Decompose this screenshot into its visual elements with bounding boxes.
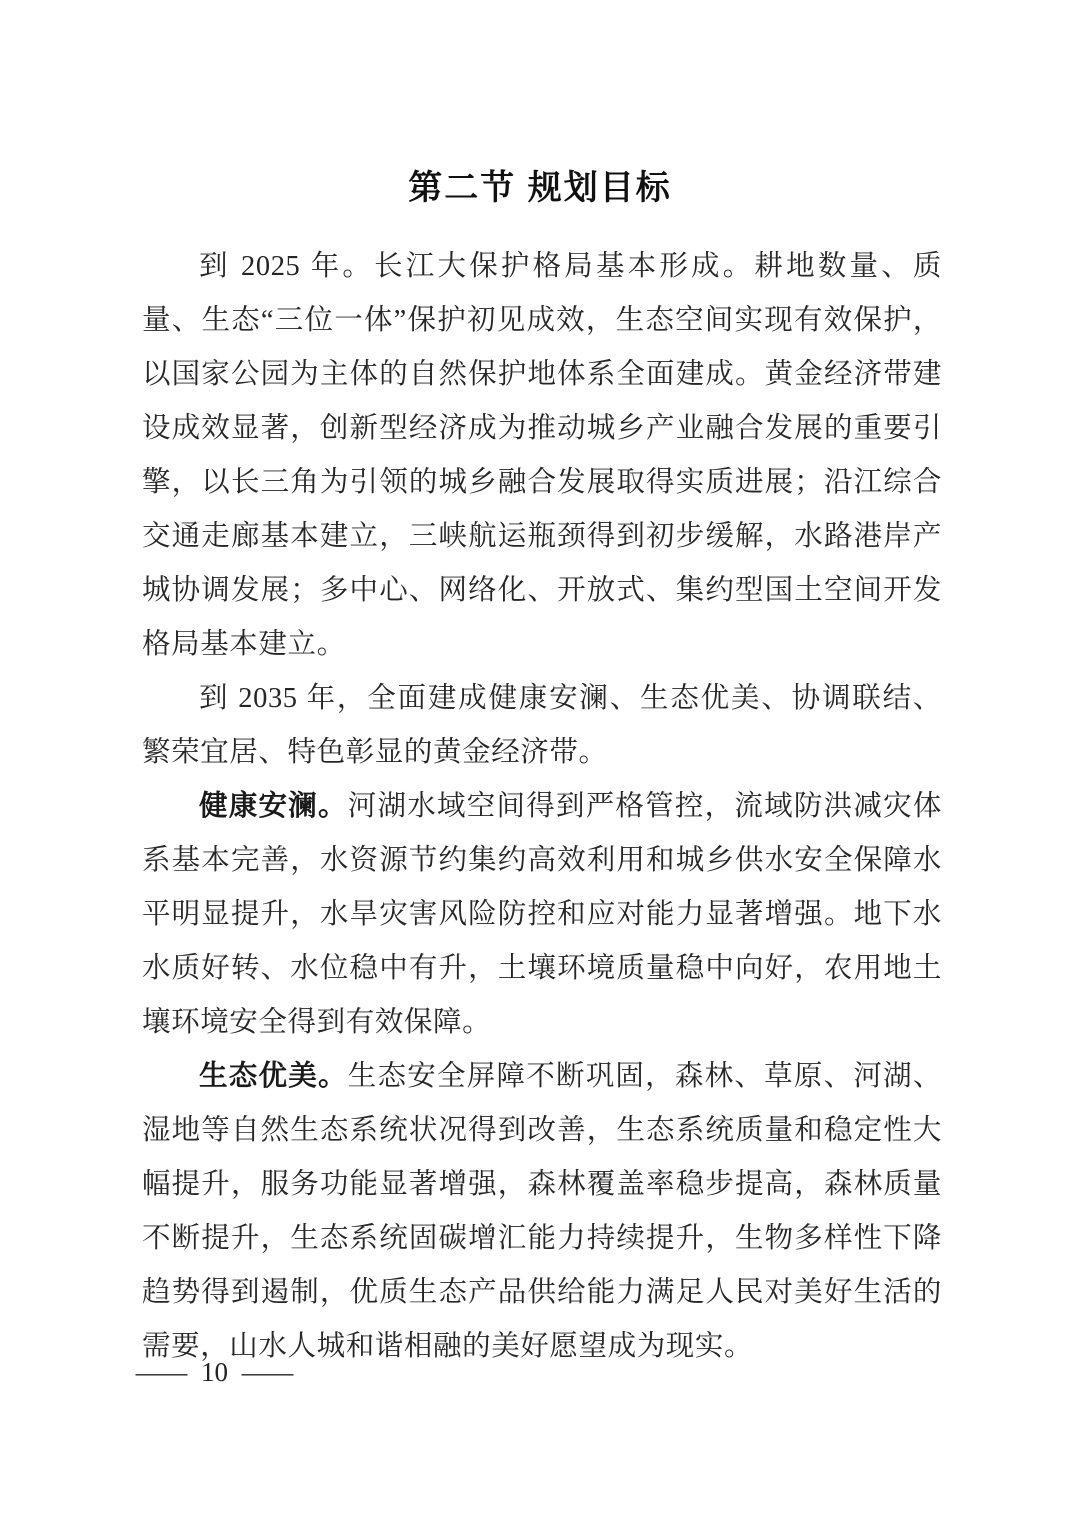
body-paragraph — [142, 240, 942, 672]
body-paragraph — [142, 780, 942, 1050]
paragraph-segment: 生态安全屏障不断巩固，森林、草原、河湖、湿地等自然生态系统状况得到改善，生态系统质量和稳定性大幅提升，服务功能显著增强，森林覆盖率稳步提高，森林质量不断提升，生态系统固碳增汇能力持续提升，生物多样性下降趋势得到遏制，优质生态产品供给能力满足人民对美好生活的需要，山水人城和谐相融的美好愿望成为现实。 — [142, 1061, 942, 1362]
paragraph-segment: 到 2035 年，全面建成健康安澜、生态优美、协调联结、繁荣宜居、特色彰显的黄金经济带。 — [142, 683, 942, 768]
body-paragraph — [142, 1050, 942, 1374]
section-title: 第二节 规划目标 — [408, 169, 672, 207]
body-paragraph — [142, 672, 942, 780]
page-number: 10 — [201, 1357, 228, 1387]
paragraph-segment: 河湖水域空间得到严格管控，流域防洪减灾体系基本完善，水资源节约集约高效利用和城乡供水安全保障水平明显提升，水旱灾害风险防控和应对能力显著增强。地下水水质好转、水位稳中有升，土壤环境质量稳中向好，农用地土壤环境安全得到有效保障。 — [142, 791, 942, 1038]
footer-dash-left: — — [135, 1357, 188, 1387]
page-footer — [135, 1352, 294, 1392]
footer-dash-right: — — [241, 1357, 294, 1387]
body-text-block — [142, 240, 942, 1374]
paragraph-lead-bold: 健康安澜。 — [199, 791, 348, 822]
paragraph-segment: 到 2025 年。长江大保护格局基本形成。耕地数量、质量、生态“三位一体”保护初见成效，生态空间实现有效保护，以国家公园为主体的自然保护地体系全面建成。黄金经济带建设成效显著，创新型经济成为推动城乡产业融合发展的重要引擎，以长三角为引领的城乡融合发展取得实质进展；沿江综合交通走廊基本建立，三峡航运瓶颈得到初步缓解，水路港岸产城协调发展；多中心、网络化、开放式、集约型国土空间开发格局基本建立。 — [142, 251, 942, 660]
paragraph-lead-bold: 生态优美。 — [199, 1061, 348, 1092]
